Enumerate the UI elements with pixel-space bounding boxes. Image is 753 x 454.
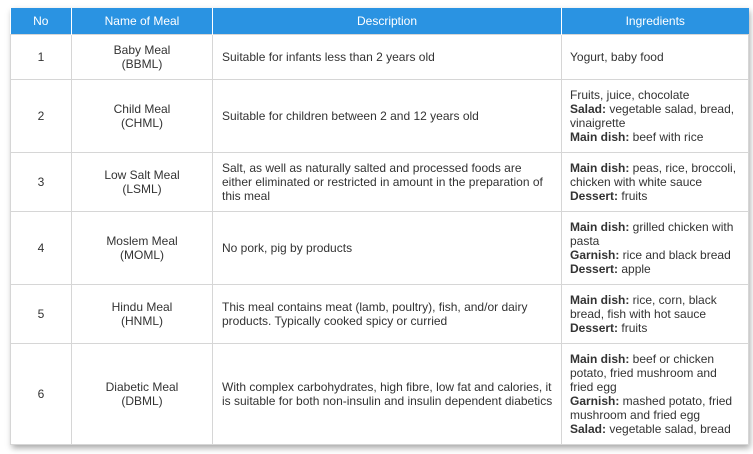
cell-meal-name <box>72 35 213 80</box>
ingredient-line <box>570 50 742 64</box>
cell-ingredients <box>562 35 749 80</box>
cell-no: 2 <box>11 80 72 153</box>
ingredient-line <box>570 102 742 130</box>
ingredient-text: Fruits, juice, chocolate <box>570 88 690 102</box>
cell-description: Suitable for infants less than 2 years old <box>213 35 562 80</box>
cell-ingredients <box>562 153 749 212</box>
ingredient-line <box>570 352 742 394</box>
ingredient-label: Garnish: <box>570 248 620 262</box>
ingredient-line <box>570 293 742 321</box>
ingredient-label: Main dish: <box>570 220 630 234</box>
ingredient-label: Main dish: <box>570 352 630 366</box>
table-row <box>11 80 749 153</box>
ingredient-label: Dessert: <box>570 262 619 276</box>
ingredient-line <box>570 321 742 335</box>
table-row <box>11 212 749 285</box>
table-row <box>11 35 749 80</box>
ingredient-line <box>570 248 742 262</box>
ingredient-text: apple <box>618 262 651 276</box>
cell-description: Salt, as well as naturally salted and processed foods are either eliminated or restricted in amount in the preparation of this meal <box>213 153 562 212</box>
meal-name: Hindu Meal <box>111 300 173 314</box>
ingredient-line <box>570 422 742 436</box>
meal-table-container <box>10 8 748 445</box>
cell-no: 1 <box>11 35 72 80</box>
ingredient-text: Yogurt, baby food <box>570 50 664 64</box>
cell-meal-name <box>72 344 213 445</box>
ingredient-label: Dessert: <box>570 321 619 335</box>
cell-meal-name <box>72 212 213 285</box>
ingredient-label: Main dish: <box>570 130 630 144</box>
ingredient-line <box>570 88 742 102</box>
ingredient-line <box>570 262 742 276</box>
cell-meal-name <box>72 153 213 212</box>
ingredient-text: beef or chicken potato, fried mushroom and fried egg <box>570 352 717 394</box>
meal-code: (DBML) <box>121 394 163 408</box>
ingredient-line <box>570 189 742 203</box>
ingredient-text: vegetable salad, bread, vinaigrette <box>570 102 735 130</box>
ingredient-text: peas, rice, broccoli, chicken with white sauce <box>570 161 737 189</box>
column-header-ingredients: Ingredients <box>562 8 749 35</box>
ingredient-line <box>570 161 742 189</box>
meal-name: Baby Meal <box>113 43 171 57</box>
cell-meal-name <box>72 285 213 344</box>
table-header-row <box>11 8 749 35</box>
table-body <box>11 35 749 445</box>
cell-ingredients <box>562 285 749 344</box>
cell-ingredients <box>562 212 749 285</box>
cell-description: Suitable for children between 2 and 12 years old <box>213 80 562 153</box>
ingredient-text: rice and black bread <box>619 248 731 262</box>
meal-name: Child Meal <box>113 102 171 116</box>
meal-name: Diabetic Meal <box>105 380 179 394</box>
ingredient-label: Main dish: <box>570 161 630 175</box>
cell-no: 5 <box>11 285 72 344</box>
ingredient-label: Main dish: <box>570 293 630 307</box>
meal-name: Moslem Meal <box>106 234 178 248</box>
ingredient-label: Salad: <box>570 102 607 116</box>
cell-ingredients <box>562 344 749 445</box>
meal-code: (BBML) <box>121 57 163 71</box>
ingredient-line <box>570 394 742 422</box>
table-row <box>11 285 749 344</box>
cell-description: This meal contains meat (lamb, poultry), fish, and/or dairy products. Typically cooked spicy or curried <box>213 285 562 344</box>
meal-code: (HNML) <box>121 314 163 328</box>
cell-no: 3 <box>11 153 72 212</box>
cell-meal-name <box>72 80 213 153</box>
cell-description: No pork, pig by products <box>213 212 562 285</box>
cell-description: With complex carbohydrates, high fibre, low fat and calories, it is suitable for both non-insulin and insulin dependent diabetics <box>213 344 562 445</box>
table-row <box>11 344 749 445</box>
column-header-description: Description <box>213 8 562 35</box>
meal-code: (MOML) <box>120 248 164 262</box>
special-meals-table <box>10 8 749 445</box>
ingredient-text: fruits <box>618 189 648 203</box>
cell-no: 6 <box>11 344 72 445</box>
ingredient-text: rice, corn, black bread, fish with hot sauce <box>570 293 717 321</box>
cell-ingredients <box>562 80 749 153</box>
ingredient-line <box>570 220 742 248</box>
meal-name: Low Salt Meal <box>104 168 180 182</box>
ingredient-label: Garnish: <box>570 394 620 408</box>
column-header-meal-name: Name of Meal <box>72 8 213 35</box>
meal-code: (LSML) <box>122 182 162 196</box>
ingredient-line <box>570 130 742 144</box>
ingredient-label: Salad: <box>570 422 607 436</box>
ingredient-text: grilled chicken with pasta <box>570 220 734 248</box>
ingredient-label: Dessert: <box>570 189 619 203</box>
column-header-no: No <box>11 8 72 35</box>
meal-code: (CHML) <box>121 116 163 130</box>
cell-no: 4 <box>11 212 72 285</box>
ingredient-text: beef with rice <box>629 130 704 144</box>
ingredient-text: vegetable salad, bread <box>606 422 731 436</box>
ingredient-text: fruits <box>618 321 648 335</box>
ingredient-text: mashed potato, fried mushroom and fried egg <box>570 394 733 422</box>
table-row <box>11 153 749 212</box>
